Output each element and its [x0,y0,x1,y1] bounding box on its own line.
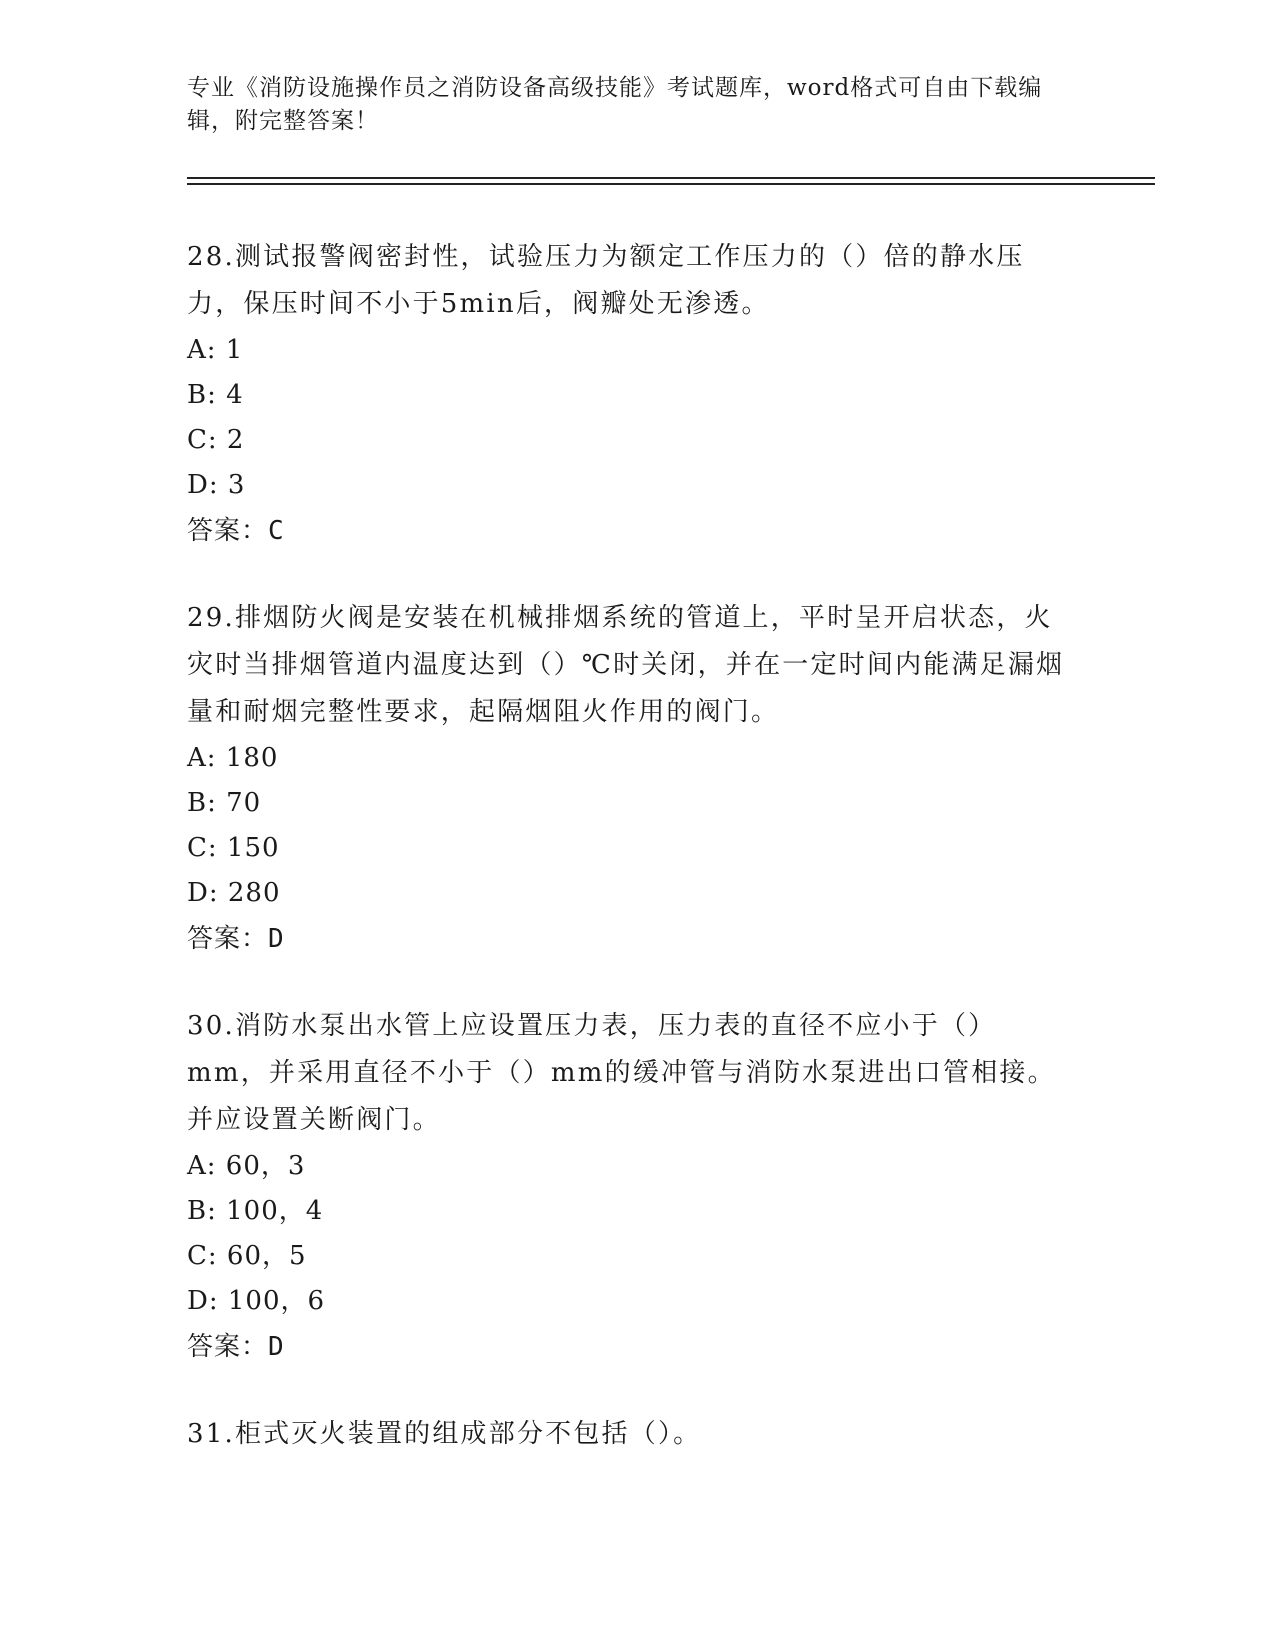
question-29 [187,595,1087,963]
question-30 [187,1003,1087,1371]
question-31 [187,1411,1087,1458]
answer-label: 答案：D [187,924,285,954]
question-stem: 29.排烟防火阀是安装在机械排烟系统的管道上，平时呈开启状态，火灾时当排烟管道内温度达到（）℃时关闭，并在一定时间内能满足漏烟量和耐烟完整性要求，起隔烟阻火作用的阀门。 [187,603,1065,727]
answer-label: 答案：C [187,516,285,546]
option-b: B: 70 [187,788,262,818]
question-28 [187,234,1087,555]
question-list [187,234,1087,1498]
header-divider-top [187,177,1155,179]
document-header: 专业《消防设施操作员之消防设备高级技能》考试题库，word格式可自由下载编辑，附完整答案！ [187,75,1043,134]
option-b: B: 100，4 [187,1196,324,1226]
question-stem: 30.消防水泵出水管上应设置压力表，压力表的直径不应小于（）mm，并采用直径不小于（）mm的缓冲管与消防水泵进出口管相接。并应设置关断阀门。 [187,1011,1056,1135]
option-a: A: 180 [187,743,279,773]
option-c: C: 60，5 [187,1241,307,1271]
option-d: D: 3 [187,470,246,500]
question-stem: 31.柜式灭火装置的组成部分不包括（）。 [187,1419,702,1449]
option-c: C: 2 [187,425,245,455]
answer-label: 答案：D [187,1332,285,1362]
option-c: C: 150 [187,833,280,863]
question-stem: 28.测试报警阀密封性，试验压力为额定工作压力的（）倍的静水压力，保压时间不小于5min后，阀瓣处无渗透。 [187,242,1025,319]
option-d: D: 100，6 [187,1286,326,1316]
option-b: B: 4 [187,380,244,410]
header-divider-bottom [187,183,1155,185]
option-a: A: 60，3 [187,1151,306,1181]
option-d: D: 280 [187,878,281,908]
option-a: A: 1 [187,335,244,365]
